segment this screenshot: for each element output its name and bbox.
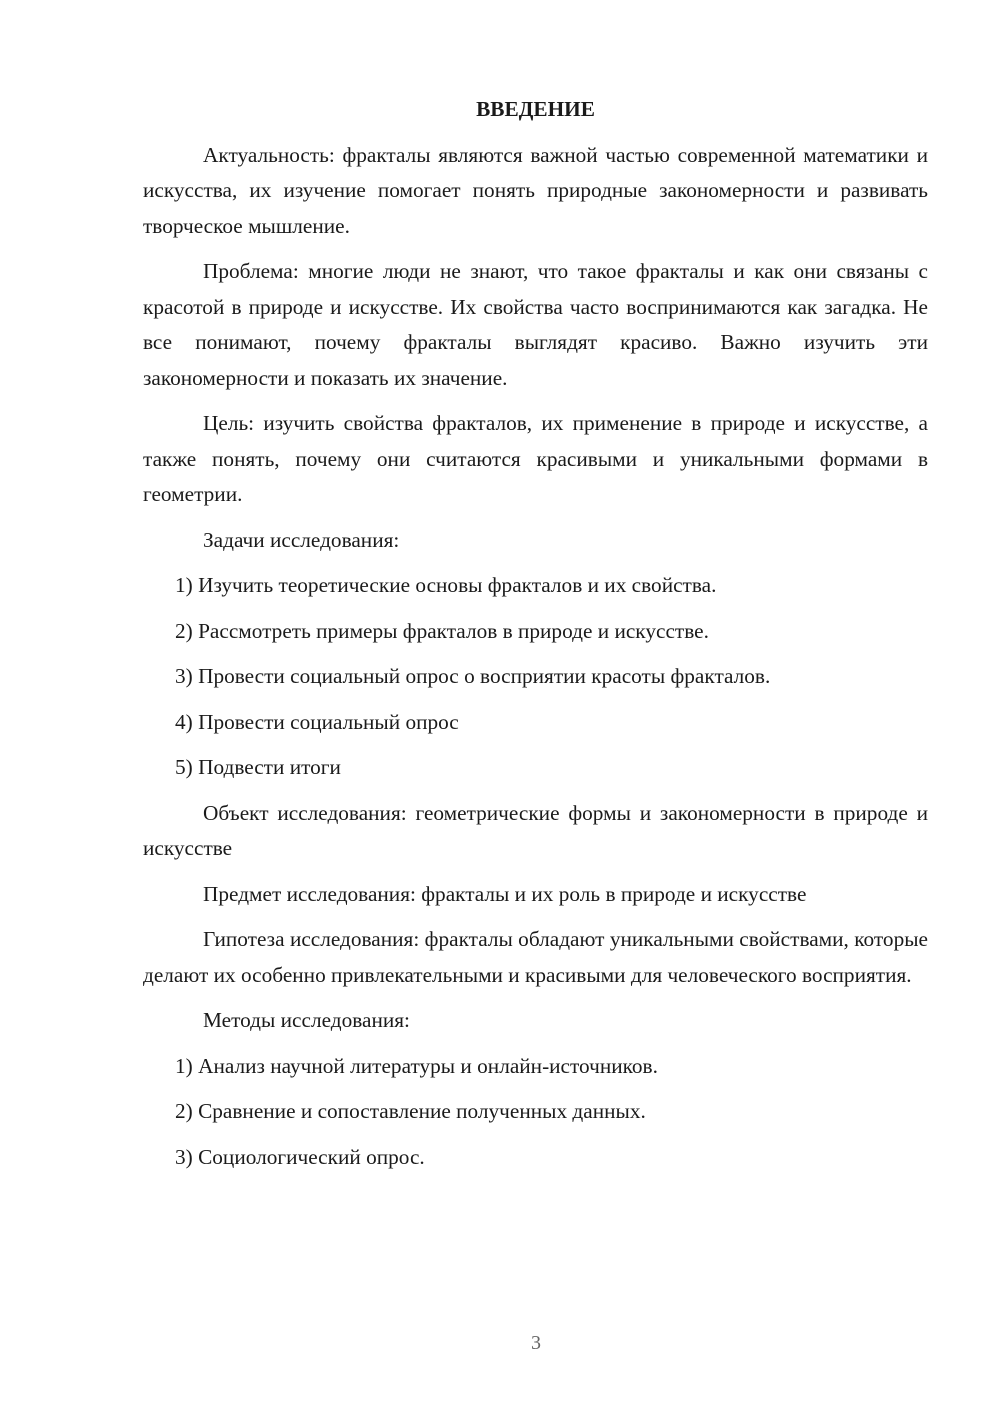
method-item: 1) Анализ научной литературы и онлайн-источников.	[175, 1053, 658, 1078]
methods-heading: Методы исследования:	[203, 1008, 410, 1032]
tasks-heading: Задачи исследования:	[203, 527, 400, 552]
page-number: 3	[531, 1332, 541, 1354]
document-page	[143, 92, 928, 1185]
task-item: 4) Провести социальный опрос	[175, 709, 459, 734]
method-item: 2) Сравнение и сопоставление полученных данных.	[175, 1099, 646, 1123]
method-item: 3) Социологический опрос.	[175, 1144, 425, 1169]
task-item: 3) Провести социальный опрос о восприятии красоты фракталов.	[175, 664, 771, 688]
subject-paragraph: Предмет исследования: фракталы и их роль в природе и искусстве	[203, 881, 807, 906]
object-paragraph: Объект исследования: геометрические формы и закономерности в природе и искусстве	[143, 800, 928, 860]
task-item: 2) Рассмотреть примеры фракталов в природе и искусстве.	[175, 618, 709, 643]
methods-list	[143, 1049, 928, 1176]
problem-paragraph: Проблема: многие люди не знают, что такое фракталы и как они связаны с красотой в природе и искусстве. Их свойства часто воспринимаются как загадка. Не все понимают, почему фракталы выглядят красиво. Важно изучить эти закономерности и показать их значение.	[143, 259, 928, 390]
tasks-list	[143, 568, 928, 786]
task-item: 5) Подвести итоги	[175, 755, 341, 779]
relevance-paragraph: Актуальность: фракталы являются важной частью современной математики и искусства, их изучение помогает понять природные закономерности и развивать творческое мышление.	[143, 142, 928, 238]
goal-paragraph: Цель: изучить свойства фракталов, их применение в природе и искусстве, а также понять, почему они считаются красивыми и уникальными формами в геометрии.	[143, 411, 928, 506]
task-item: 1) Изучить теоретические основы фракталов и их свойства.	[175, 573, 717, 597]
section-title: ВВЕДЕНИЕ	[476, 97, 595, 121]
hypothesis-paragraph: Гипотеза исследования: фракталы обладают уникальными свойствами, которые делают их особенно привлекательными и красивыми для человеческого восприятия.	[143, 927, 928, 987]
